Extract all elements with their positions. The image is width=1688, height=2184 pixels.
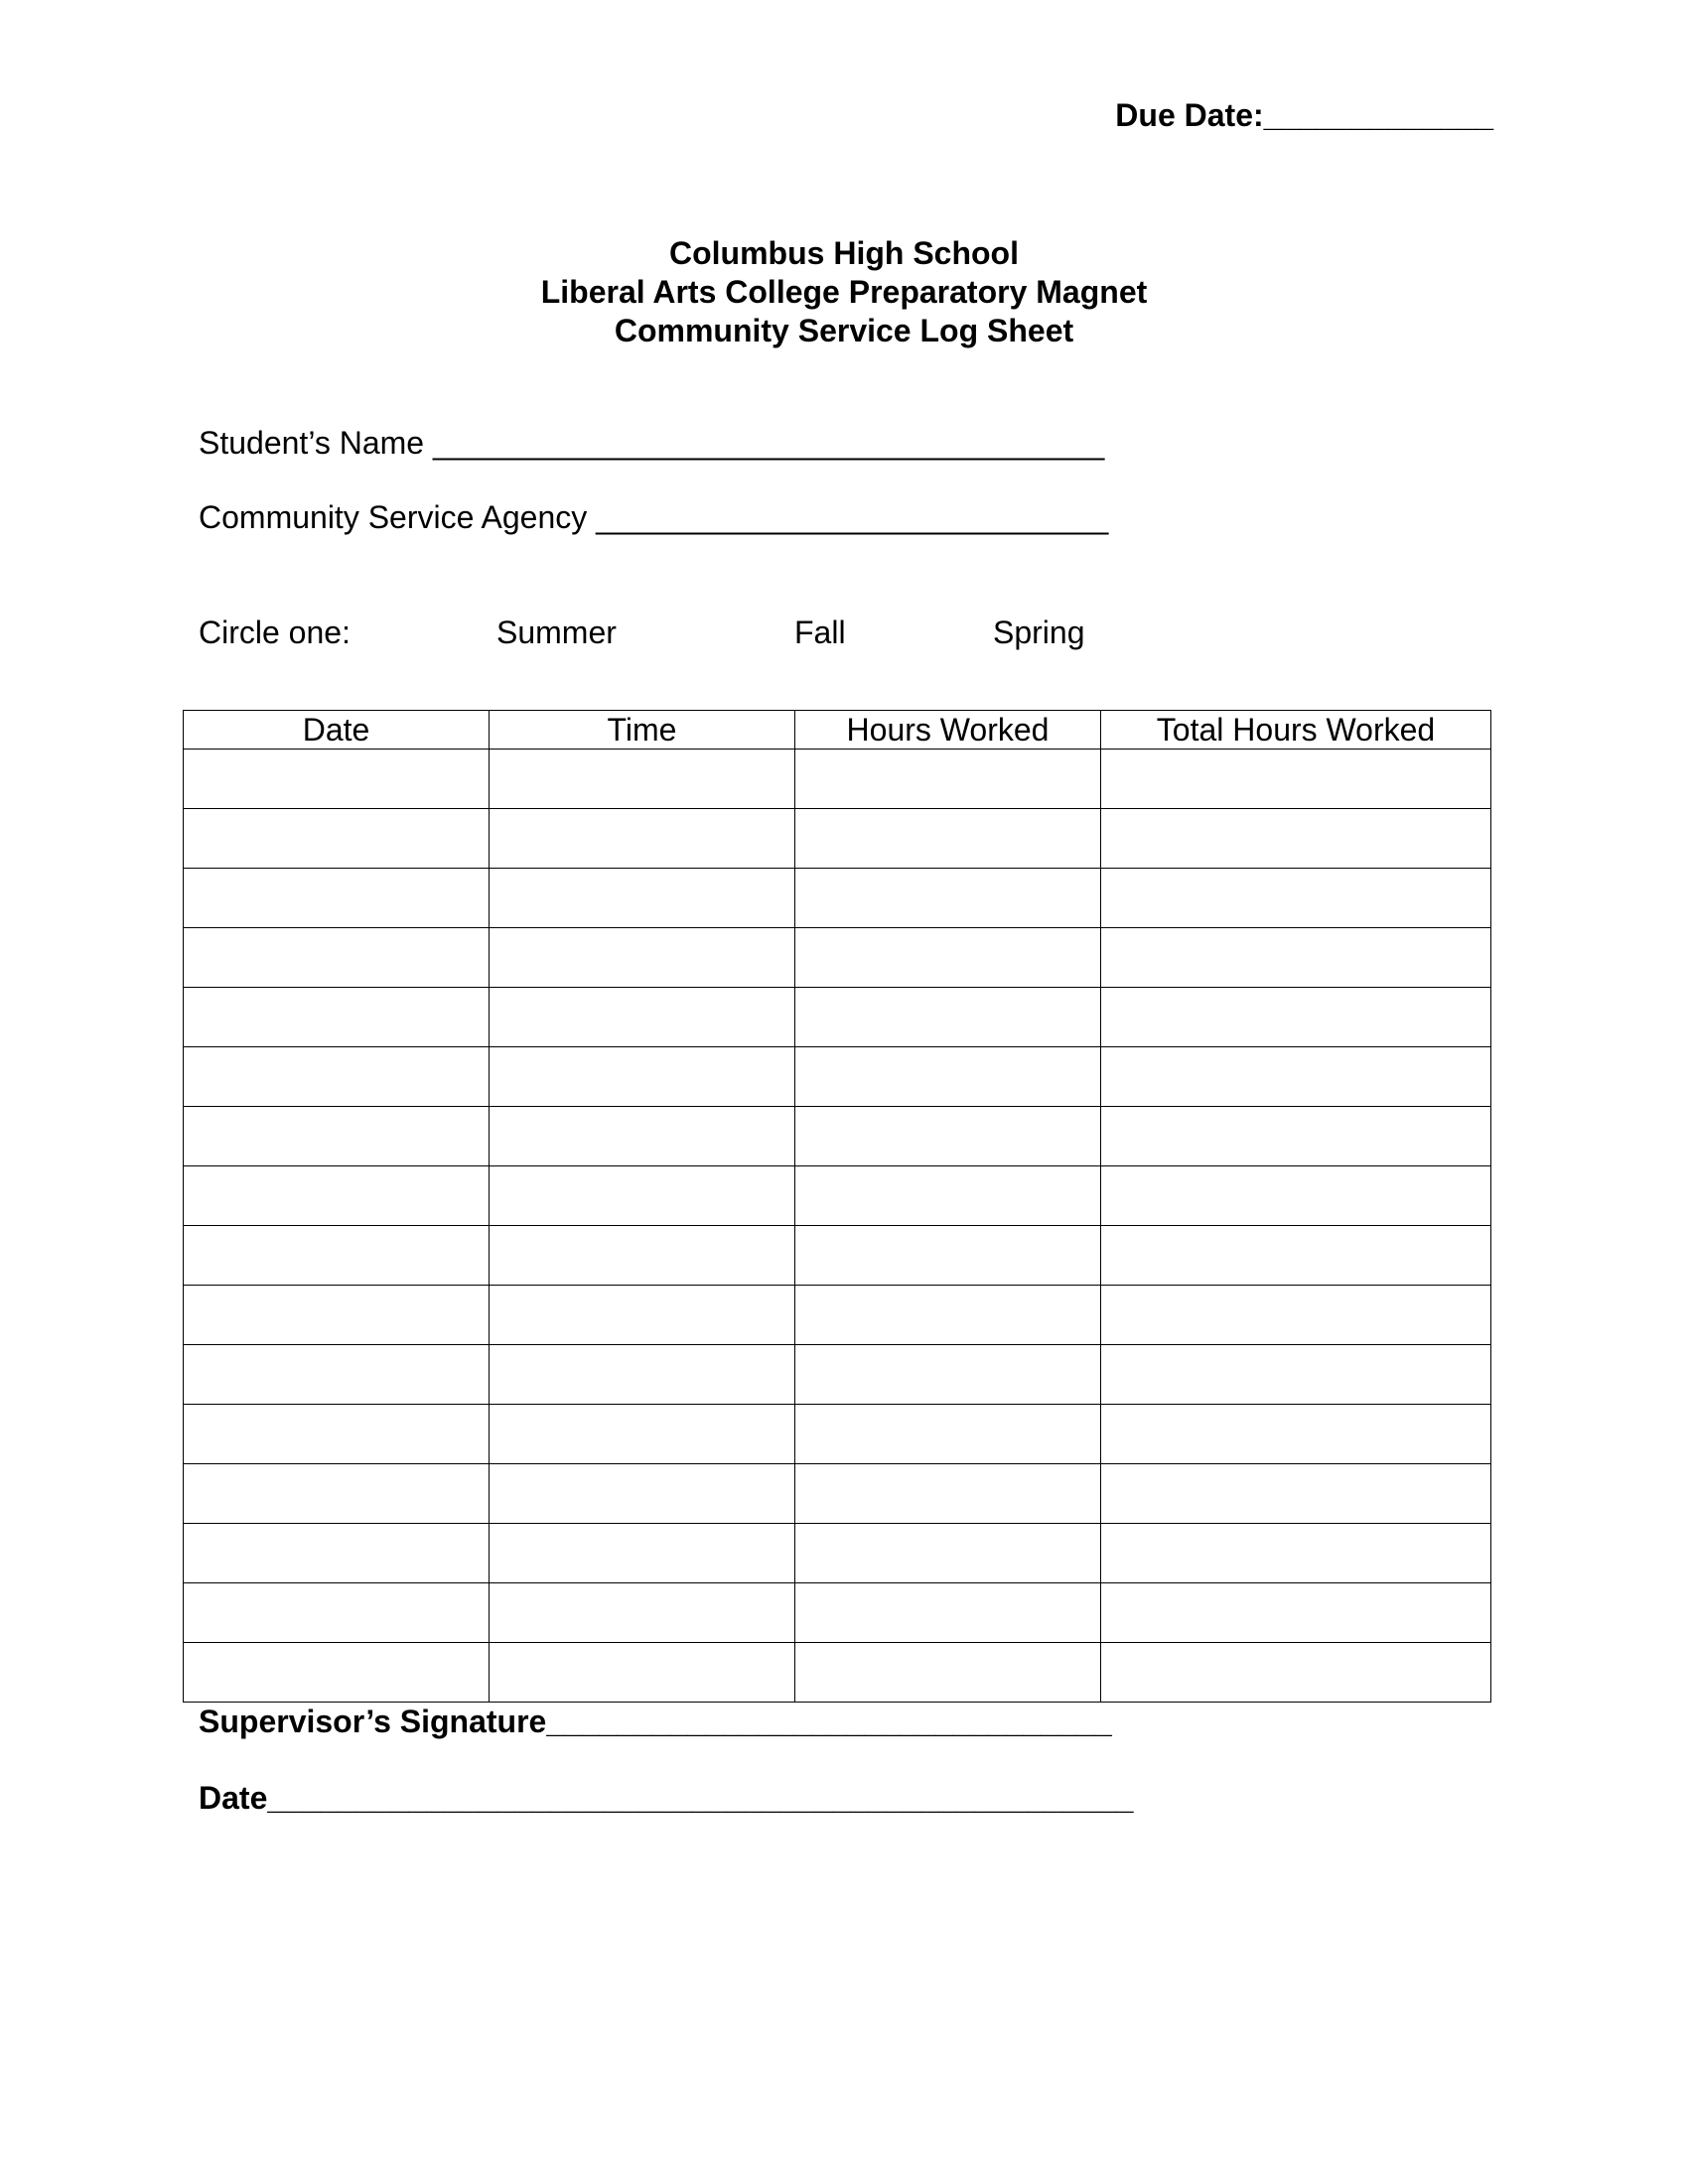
service-agency-field[interactable]: Community Service Agency _____________________________ xyxy=(199,499,1109,535)
total-hours-worked-cell[interactable] xyxy=(1101,750,1491,809)
time-cell[interactable] xyxy=(490,1047,795,1107)
hours-worked-cell[interactable] xyxy=(795,1226,1101,1286)
time-cell[interactable] xyxy=(490,1345,795,1405)
program-name: Liberal Arts College Preparatory Magnet xyxy=(540,274,1148,310)
date-cell[interactable] xyxy=(184,1226,490,1286)
table-row xyxy=(184,1107,1491,1166)
date-cell[interactable] xyxy=(184,1286,490,1345)
form-header xyxy=(0,234,1688,350)
time-cell[interactable] xyxy=(490,928,795,988)
term-selection xyxy=(0,614,1688,658)
table-row xyxy=(184,869,1491,928)
column-header-total-hours-worked: Total Hours Worked xyxy=(1101,711,1491,750)
total-hours-worked-cell[interactable] xyxy=(1101,1524,1491,1583)
hours-worked-cell[interactable] xyxy=(795,1643,1101,1703)
term-option-spring[interactable]: Spring xyxy=(993,614,1085,650)
school-name: Columbus High School xyxy=(669,235,1019,271)
date-cell[interactable] xyxy=(184,1047,490,1107)
column-header-time: Time xyxy=(490,711,795,750)
time-cell[interactable] xyxy=(490,1643,795,1703)
time-cell[interactable] xyxy=(490,1286,795,1345)
table-header-row xyxy=(184,711,1491,750)
time-cell[interactable] xyxy=(490,809,795,869)
table-row xyxy=(184,1345,1491,1405)
hours-worked-cell[interactable] xyxy=(795,1286,1101,1345)
hours-worked-cell[interactable] xyxy=(795,1583,1101,1643)
hours-worked-cell[interactable] xyxy=(795,1107,1101,1166)
date-cell[interactable] xyxy=(184,1405,490,1464)
student-name-field[interactable]: Student’s Name ______________________________________ xyxy=(199,425,1105,461)
supervisor-signature-field[interactable]: Supervisor’s Signature________________________________ xyxy=(199,1704,1112,1739)
date-cell[interactable] xyxy=(184,988,490,1047)
table-row xyxy=(184,988,1491,1047)
hours-worked-cell[interactable] xyxy=(795,750,1101,809)
hours-worked-cell[interactable] xyxy=(795,1345,1101,1405)
date-cell[interactable] xyxy=(184,869,490,928)
table-row xyxy=(184,1583,1491,1643)
circle-one-label: Circle one: xyxy=(199,614,351,650)
hours-worked-cell[interactable] xyxy=(795,1464,1101,1524)
hours-worked-cell[interactable] xyxy=(795,928,1101,988)
time-cell[interactable] xyxy=(490,1524,795,1583)
total-hours-worked-cell[interactable] xyxy=(1101,928,1491,988)
date-cell[interactable] xyxy=(184,1345,490,1405)
date-cell[interactable] xyxy=(184,1166,490,1226)
table-row xyxy=(184,928,1491,988)
due-date-field[interactable]: Due Date:_____________ xyxy=(1115,97,1493,133)
column-header-date: Date xyxy=(184,711,490,750)
table-row xyxy=(184,1524,1491,1583)
time-cell[interactable] xyxy=(490,1583,795,1643)
total-hours-worked-cell[interactable] xyxy=(1101,1286,1491,1345)
signature-date-field[interactable]: Date_________________________________________________ xyxy=(199,1780,1134,1816)
total-hours-worked-cell[interactable] xyxy=(1101,1226,1491,1286)
total-hours-worked-cell[interactable] xyxy=(1101,1405,1491,1464)
total-hours-worked-cell[interactable] xyxy=(1101,1583,1491,1643)
time-cell[interactable] xyxy=(490,869,795,928)
total-hours-worked-cell[interactable] xyxy=(1101,1643,1491,1703)
table-row xyxy=(184,1047,1491,1107)
total-hours-worked-cell[interactable] xyxy=(1101,988,1491,1047)
time-cell[interactable] xyxy=(490,1405,795,1464)
hours-worked-cell[interactable] xyxy=(795,869,1101,928)
hours-worked-cell[interactable] xyxy=(795,988,1101,1047)
table-row xyxy=(184,809,1491,869)
table-row xyxy=(184,750,1491,809)
total-hours-worked-cell[interactable] xyxy=(1101,1464,1491,1524)
table-row xyxy=(184,1464,1491,1524)
total-hours-worked-cell[interactable] xyxy=(1101,1166,1491,1226)
time-cell[interactable] xyxy=(490,750,795,809)
date-cell[interactable] xyxy=(184,809,490,869)
total-hours-worked-cell[interactable] xyxy=(1101,869,1491,928)
column-header-hours-worked: Hours Worked xyxy=(795,711,1101,750)
service-log-table xyxy=(183,710,1491,1703)
hours-worked-cell[interactable] xyxy=(795,1166,1101,1226)
date-cell[interactable] xyxy=(184,1107,490,1166)
date-cell[interactable] xyxy=(184,1464,490,1524)
hours-worked-cell[interactable] xyxy=(795,1405,1101,1464)
date-cell[interactable] xyxy=(184,1643,490,1703)
form-title: Community Service Log Sheet xyxy=(614,313,1074,348)
total-hours-worked-cell[interactable] xyxy=(1101,1047,1491,1107)
total-hours-worked-cell[interactable] xyxy=(1101,809,1491,869)
log-table-body xyxy=(184,750,1491,1703)
time-cell[interactable] xyxy=(490,988,795,1047)
table-row xyxy=(184,1226,1491,1286)
time-cell[interactable] xyxy=(490,1107,795,1166)
table-row xyxy=(184,1286,1491,1345)
hours-worked-cell[interactable] xyxy=(795,809,1101,869)
hours-worked-cell[interactable] xyxy=(795,1047,1101,1107)
table-row xyxy=(184,1643,1491,1703)
date-cell[interactable] xyxy=(184,1524,490,1583)
time-cell[interactable] xyxy=(490,1166,795,1226)
term-option-summer[interactable]: Summer xyxy=(496,614,617,650)
date-cell[interactable] xyxy=(184,750,490,809)
date-cell[interactable] xyxy=(184,1583,490,1643)
time-cell[interactable] xyxy=(490,1464,795,1524)
table-row xyxy=(184,1166,1491,1226)
time-cell[interactable] xyxy=(490,1226,795,1286)
term-option-fall[interactable]: Fall xyxy=(794,614,846,650)
date-cell[interactable] xyxy=(184,928,490,988)
total-hours-worked-cell[interactable] xyxy=(1101,1345,1491,1405)
table-row xyxy=(184,1405,1491,1464)
total-hours-worked-cell[interactable] xyxy=(1101,1107,1491,1166)
hours-worked-cell[interactable] xyxy=(795,1524,1101,1583)
